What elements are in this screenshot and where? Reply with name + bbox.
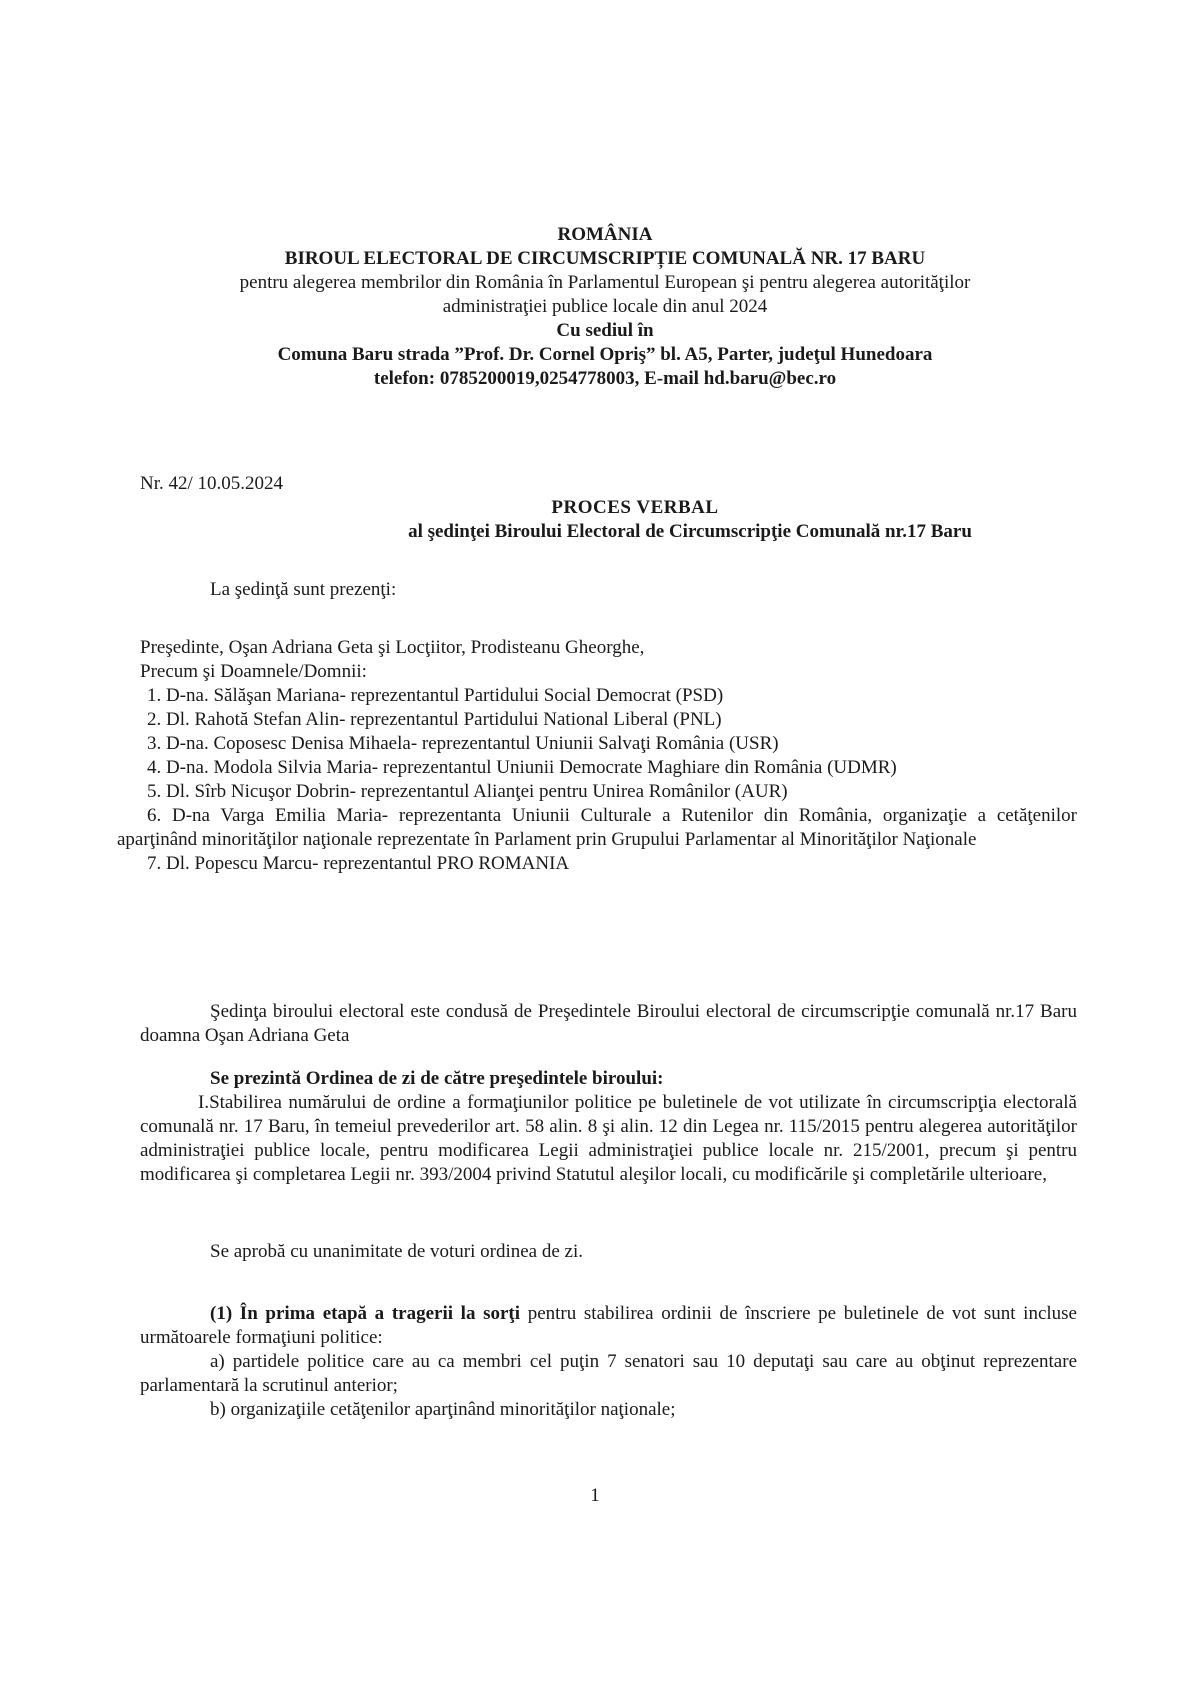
header-country: ROMÂNIA xyxy=(557,224,653,245)
agenda-section xyxy=(140,1067,1077,1187)
stage1-rest: pentru stabilirea ordinii de înscriere pe buletinele de vot sunt incluse următoarele formaţiuni politice: xyxy=(140,1303,1077,1348)
agenda-heading: Se prezintă Ordinea de zi de către preşedintele biroului: xyxy=(210,1068,664,1089)
stage1-section xyxy=(140,1302,1077,1422)
member-item: 1. D-na. Sălăşan Mariana- reprezentantul Partidului Social Democrat (PSD) xyxy=(147,685,724,706)
agenda-item: I.Stabilirea numărului de ordine a formaţiunilor politice pe buletinele de vot utilizate în circumscripţia electorală comunală nr. 17 Baru, în temeiul prevederilor art. 58 alin. 8 şi alin. 12 din Legea nr. 115/2015 pentru alegerea autorităţilor administraţiei publice locale, pentru modificarea Legii administraţiei publice locale nr. 215/2001, precum şi pentru modificarea şi completarea Legii nr. 393/2004 privind Statutul aleşilor locali, cu modificările şi completările ulterioare, xyxy=(140,1092,1077,1185)
stage1-bold: (1) În prima etapă a tragerii la sorţi xyxy=(210,1303,521,1324)
attendance-members-intro: Precum şi Doamnele/Domnii: xyxy=(140,661,367,682)
document-number: Nr. 42/ 10.05.2024 xyxy=(140,473,284,494)
attendance-intro: La şedinţă sunt prezenţi: xyxy=(210,579,397,600)
member-item: 6. D-na Varga Emilia Maria- reprezentanta Uniunii Culturale a Rutenilor din România, organizaţie a cetăţenilor aparţinând minorităţilor naţionale reprezentate în Parlament prin Grupului Parlamentar al Minorităţilor Naţionale xyxy=(117,805,1077,850)
agenda-approval: Se aprobă cu unanimitate de voturi ordinea de zi. xyxy=(210,1241,584,1262)
document-header xyxy=(130,223,1080,391)
header-contact: telefon: 0785200019,0254778003, E-mail hd.baru@bec.ro xyxy=(373,368,837,389)
stage1-paragraph xyxy=(140,1302,1077,1350)
header-address: Comuna Baru strada ”Prof. Dr. Cornel Opriş” bl. A5, Parter, judeţul Hunedoara xyxy=(277,344,933,365)
member-item: 7. Dl. Popescu Marcu- reprezentantul PRO ROMANIA xyxy=(147,853,570,874)
header-bureau: BIROUL ELECTORAL DE CIRCUMSCRIPȚIE COMUNALĂ NR. 17 BARU xyxy=(284,248,926,269)
header-seat-label: Cu sediul în xyxy=(556,320,654,341)
document-title: PROCES VERBAL xyxy=(551,497,719,518)
member-item: 2. Dl. Rahotă Stefan Alin- reprezentantul Partidului National Liberal (PNL) xyxy=(147,709,722,730)
member-item: 3. D-na. Coposesc Denisa Mihaela- reprezentantul Uniunii Salvaţi România (USR) xyxy=(147,733,779,754)
member-item: 5. Dl. Sîrb Nicuşor Dobrin- reprezentantul Alianţei pentru Unirea Românilor (AUR) xyxy=(147,781,788,802)
member-item: 4. D-na. Modola Silvia Maria- reprezentantul Uniunii Democrate Maghiare din România (UDMR) xyxy=(147,757,897,778)
page-number: 1 xyxy=(590,1485,600,1506)
document-title-block xyxy=(130,496,1080,544)
header-purpose-line1: pentru alegerea membrilor din România în Parlamentul European şi pentru alegerea autorităţilor xyxy=(239,272,971,293)
document-subtitle: al şedinţei Biroului Electoral de Circumscripţie Comunală nr.17 Baru xyxy=(408,521,972,542)
session-paragraph: Şedinţa biroului electoral este condusă de Preşedintele Biroului electoral de circumscripţie comunală nr.17 Baru doamna Oşan Adriana Geta xyxy=(140,1001,1077,1046)
stage1-point-b: b) organizaţiile cetăţenilor aparţinând minorităţilor naţionale; xyxy=(210,1399,676,1420)
attendance-list xyxy=(117,636,1077,876)
header-purpose-line2: administraţiei publice locale din anul 2024 xyxy=(442,296,768,317)
attendance-leaders: Preşedinte, Oşan Adriana Geta şi Locţiitor, Prodisteanu Gheorghe, xyxy=(140,637,645,658)
stage1-point-a: a) partidele politice care au ca membri cel puţin 7 senatori sau 10 deputaţi sau care au obţinut reprezentare parlamentară la scrutinul anterior; xyxy=(140,1351,1077,1396)
